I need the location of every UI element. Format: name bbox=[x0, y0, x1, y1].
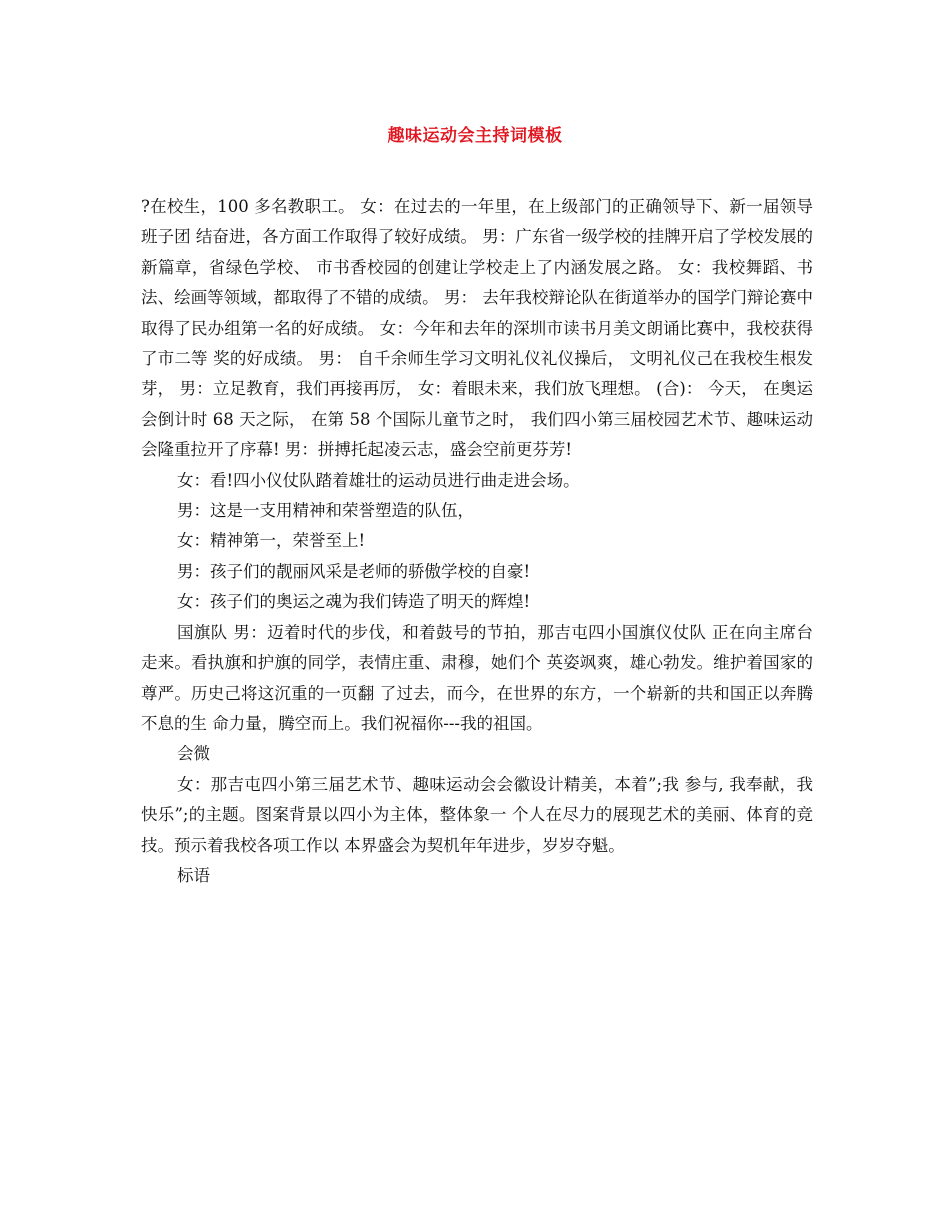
document-body bbox=[141, 192, 813, 891]
paragraph: 女：看!四小仪仗队踏着雄壮的运动员进行曲走进会场。 bbox=[177, 470, 580, 490]
paragraph: ?在校生，100 多名教职工。 女：在过去的一年里，在上级部门的正确领导下、新一届领导班子团 结奋进，各方面工作取得了较好成绩。 男：广东省一级学校的挂牌开启了学校发展的新篇章，省绿色学校、 市书香校园的创建让学校走上了内涵发展之路。 女：我校舞蹈、书法、绘画等领域，都取得了不错的成绩。 男： 去年我校辩论队在街道举办的国学门辩论赛中取得了民办组第一名的好成绩。 女：今年和去年的深圳市读书月美文朗诵比赛中，我校获得了市二等 奖的好成绩。 男： 自千余师生学习文明礼仪礼仪操后， 文明礼仪己在我校生根发芽， 男：立足教育，我们再接再厉， 女：着眼未来，我们放飞理想。 (合)： 今天， 在奥运会倒计时 68 天之际， 在第 58 个国际儿童节之时， 我们四小第三届校园艺术节、趣味运动会隆重拉开了序幕! 男：拼搏托起凌云志，盛会空前更芬芳! bbox=[141, 197, 813, 460]
paragraph: 女：那吉屯四小第三届艺术节、趣味运动会会徽设计精美，本着”;我 参与, 我奉献，我快乐”;的主题。图案背景以四小为主体，整体象一 个人在尽力的展现艺术的美丽、体育的竞技。预示着我校各项工作以 本界盛会为契机年年进步，岁岁夺魁。 bbox=[141, 774, 813, 855]
paragraph: 女：精神第一，荣誉至上! bbox=[177, 531, 366, 551]
paragraph: 国旗队 男：迈着时代的步伐，和着鼓号的节拍，那吉屯四小国旗仪仗队 正在向主席台走来。看执旗和护旗的同学，表情庄重、肃穆，她们个 英姿飒爽，雄心勃发。维护着国家的尊严。历史己将这沉重的一页翻 了过去，而今，在世界的东方，一个崭新的共和国正以奔腾不息的生 命力量，腾空而上。我们祝福你---我的祖国。 bbox=[141, 622, 813, 733]
paragraph: 男：孩子们的靓丽风采是老师的骄傲学校的自豪! bbox=[177, 561, 531, 581]
document-title: 趣味运动会主持词模板 bbox=[387, 126, 563, 146]
paragraph: 男：这是一支用精神和荣誉塑造的队伍， bbox=[177, 501, 474, 521]
paragraph: 女：孩子们的奥运之魂为我们铸造了明天的辉煌! bbox=[177, 592, 531, 612]
paragraph: 标语 bbox=[177, 865, 210, 885]
paragraph: 会微 bbox=[177, 744, 210, 764]
